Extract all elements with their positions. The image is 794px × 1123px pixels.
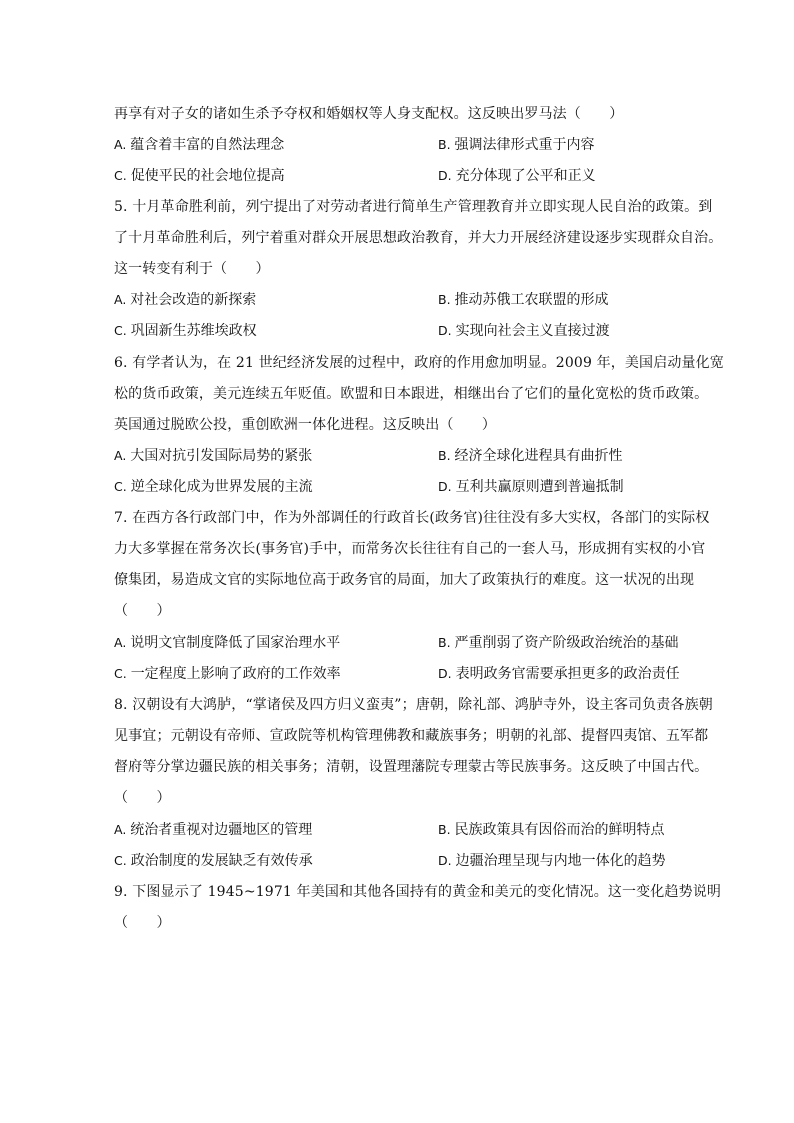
q8-stem-line-4: （ ）	[114, 790, 171, 806]
q5-option-b[interactable]: B. 推动苏俄工农联盟的形成	[438, 292, 609, 308]
q7-stem-line-1: 7. 在西方各行政部门中，作为外部调任的行政首长(政务官)往往没有多大实权，各部门的实际权	[114, 510, 710, 526]
q4-option-a[interactable]: A. 蕴含着丰富的自然法理念	[114, 137, 285, 153]
q5-stem-line-2: 了十月革命胜利后，列宁着重对群众开展思想政治教育，并大力开展经济建设逐步实现群众自治。	[114, 230, 723, 246]
q7-stem-line-2: 力大多掌握在常务次长(事务官)手中，而常务次长往往有自己的一套人马，形成拥有实权的小官	[114, 541, 706, 557]
q4-option-b[interactable]: B. 强调法律形式重于内容	[438, 137, 595, 153]
q7-stem-line-4: （ ）	[114, 603, 171, 619]
q4-stem-line: 再享有对子女的诸如生杀予夺权和婚姻权等人身支配权。这反映出罗马法（ ）	[114, 106, 624, 122]
q7-option-c[interactable]: C. 一定程度上影响了政府的工作效率	[114, 666, 341, 682]
q5-option-d[interactable]: D. 实现向社会主义直接过渡	[438, 323, 610, 339]
q7-option-a[interactable]: A. 说明文官制度降低了国家治理水平	[114, 635, 341, 651]
q9-stem-line-2: （ ）	[114, 915, 171, 931]
q8-stem-line-3: 督府等分掌边疆民族的相关事务；清朝，设置理藩院专理蒙古等民族事务。这反映了中国古代。	[114, 759, 709, 775]
q8-option-d[interactable]: D. 边疆治理呈现与内地一体化的趋势	[438, 853, 666, 869]
q4-option-d[interactable]: D. 充分体现了公平和正义	[438, 168, 596, 184]
q5-stem-line-3: 这一转变有利于（ ）	[114, 261, 270, 277]
q8-stem-line-1: 8. 汉朝设有大鸿胪，“掌诸侯及四方归义蛮夷”；唐朝，除礼部、鸿胪寺外，设主客司负责各族朝	[114, 697, 713, 713]
q4-option-c[interactable]: C. 促使平民的社会地位提高	[114, 168, 285, 184]
q6-option-a[interactable]: A. 大国对抗引发国际局势的紧张	[114, 448, 313, 464]
q6-option-d[interactable]: D. 互利共赢原则遭到普遍抵制	[438, 479, 624, 495]
q5-option-c[interactable]: C. 巩固新生苏维埃政权	[114, 323, 257, 339]
q6-stem-line-2: 松的货币政策，美元连续五年贬值。欧盟和日本跟进，相继出台了它们的量化宽松的货币政策。	[114, 386, 709, 402]
q7-option-d[interactable]: D. 表明政务官需要承担更多的政治责任	[438, 666, 680, 682]
q8-option-c[interactable]: C. 政治制度的发展缺乏有效传承	[114, 853, 313, 869]
q8-option-a[interactable]: A. 统治者重视对边疆地区的管理	[114, 822, 313, 838]
q5-option-a[interactable]: A. 对社会改造的新探索	[114, 292, 257, 308]
q9-stem-line-1: 9. 下图显示了 1945~1971 年美国和其他各国持有的黄金和美元的变化情况。这一变化趋势说明	[114, 884, 722, 900]
q8-option-b[interactable]: B. 民族政策具有因俗而治的鲜明特点	[438, 822, 665, 838]
q6-stem-line-3: 英国通过脱欧公投，重创欧洲一体化进程。这反映出（ ）	[114, 417, 497, 433]
q7-option-b[interactable]: B. 严重削弱了资产阶级政治统治的基础	[438, 635, 679, 651]
q7-stem-line-3: 僚集团，易造成文官的实际地位高于政务官的局面，加大了政策执行的难度。这一状况的出现	[114, 572, 695, 588]
q6-option-c[interactable]: C. 逆全球化成为世界发展的主流	[114, 479, 313, 495]
q8-stem-line-2: 见事宜；元朝设有帝师、宣政院等机构管理佛教和藏族事务；明朝的礼部、提督四夷馆、五军都	[114, 728, 709, 744]
q6-option-b[interactable]: B. 经济全球化进程具有曲折性	[438, 448, 623, 464]
q6-stem-line-1: 6. 有学者认为，在 21 世纪经济发展的过程中，政府的作用愈加明显。2009 年，美国启动量化宽	[114, 355, 724, 371]
q5-stem-line-1: 5. 十月革命胜利前，列宁提出了对劳动者进行简单生产管理教育并立即实现人民自治的政策。到	[114, 199, 713, 215]
